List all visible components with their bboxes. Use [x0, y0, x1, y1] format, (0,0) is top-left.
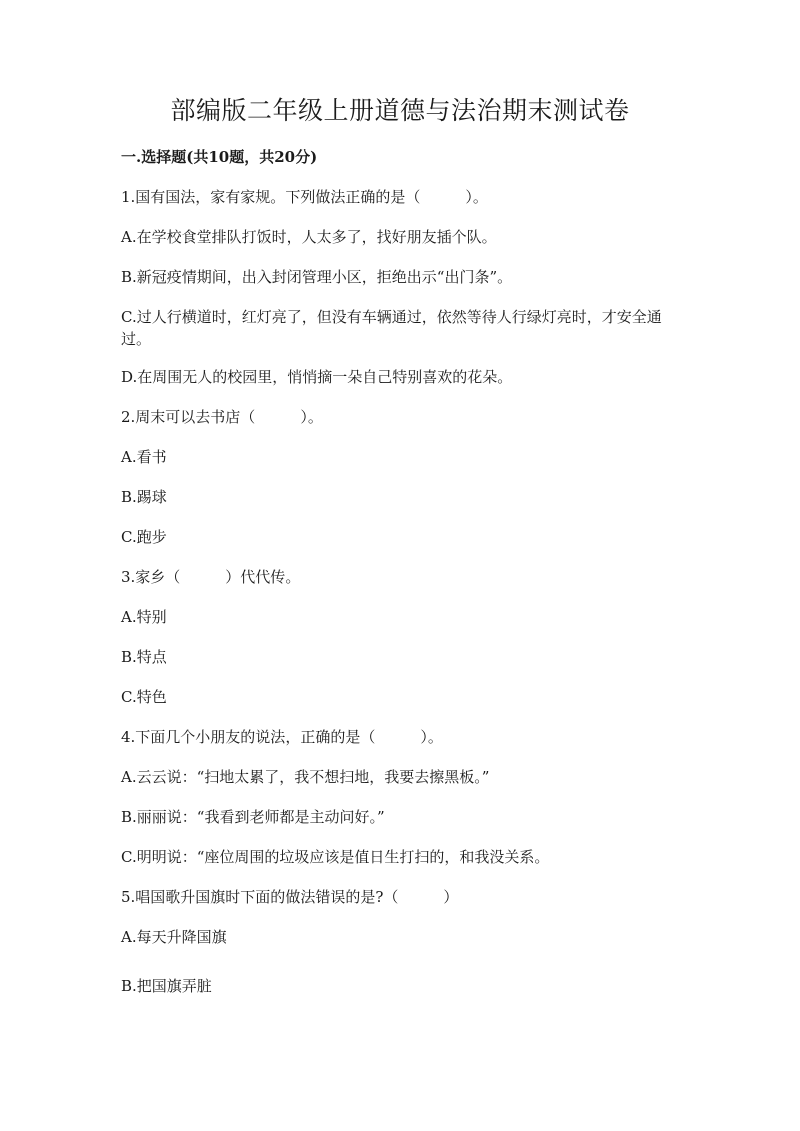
question-5-stem: 5.唱国歌升国旗时下面的做法错误的是?（ ）	[121, 888, 459, 906]
question-5-option-b: B.把国旗弄脏	[121, 977, 212, 995]
question-1-stem: 1.国有国法，家有家规。下列做法正确的是（ ）。	[121, 188, 488, 206]
question-3-option-a: A.特别	[121, 608, 167, 626]
question-4-option-b: B.丽丽说：“我看到老师都是主动问好。”	[121, 808, 385, 826]
section-heading: 一.选择题(共10题，共20分)	[121, 148, 318, 166]
question-1-option-b: B.新冠疫情期间，出入封闭管理小区，拒绝出示“出门条”。	[121, 268, 513, 286]
question-2-option-b: B.踢球	[121, 488, 167, 506]
question-3-option-c: C.特色	[121, 688, 167, 706]
question-1-option-a: A.在学校食堂排队打饭时，人太多了，找好朋友插个队。	[121, 228, 497, 246]
question-4-stem: 4.下面几个小朋友的说法，正确的是（ ）。	[121, 728, 443, 746]
question-2-option-a: A.看书	[121, 448, 167, 466]
question-3-stem: 3.家乡（ ）代代传。	[121, 568, 301, 586]
question-3-option-b: B.特点	[121, 648, 167, 666]
question-1-option-c: C.过人行横道时，红灯亮了，但没有车辆通过，依然等待人行绿灯亮时，才安全通过。	[121, 308, 662, 348]
question-2-stem: 2.周末可以去书店（ ）。	[121, 408, 323, 426]
question-4-option-a: A.云云说：“扫地太累了，我不想扫地，我要去擦黑板。”	[121, 768, 490, 786]
question-1-option-d: D.在周围无人的校园里，悄悄摘一朵自己特别喜欢的花朵。	[121, 368, 513, 386]
question-4-option-c: C.明明说：“座位周围的垃圾应该是值日生打扫的，和我没关系。	[121, 848, 550, 866]
question-5-option-a: A.每天升降国旗	[121, 928, 227, 946]
question-2-option-c: C.跑步	[121, 528, 167, 546]
page-title: 部编版二年级上册道德与法治期末测试卷	[170, 96, 630, 125]
